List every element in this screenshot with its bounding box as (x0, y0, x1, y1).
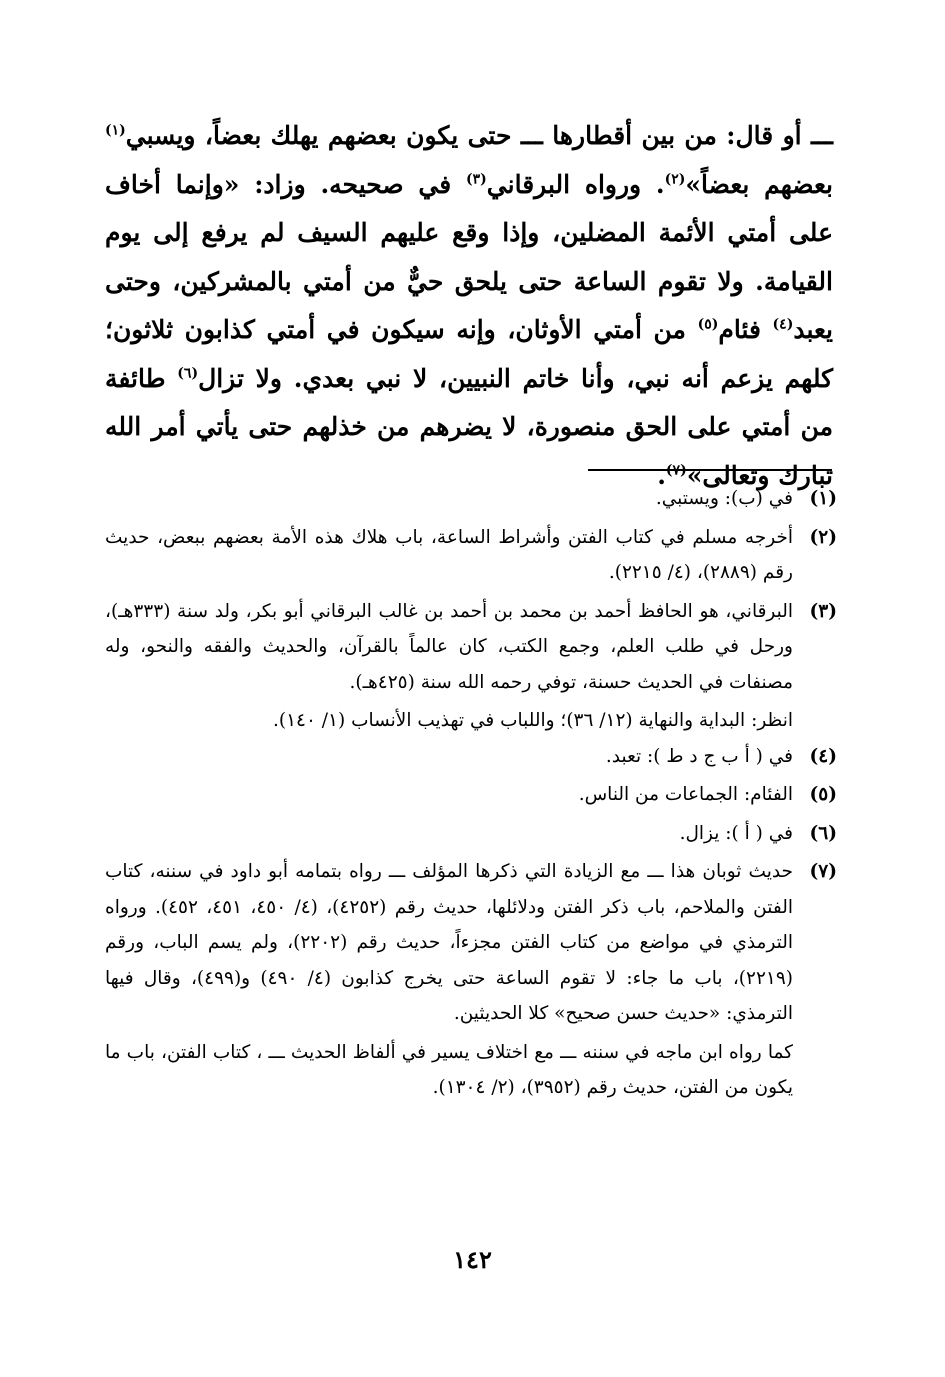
footnote-ref: (٧) (665, 462, 687, 479)
footnote-number: (٥) (809, 784, 837, 805)
footnote-5 (105, 777, 837, 813)
main-text-segment: ـــ أو قال: من بين أقطارها ـــ حتى يكون بعضهم يهلك بعضاً، ويسبي (125, 121, 833, 150)
footnote-number: (١) (809, 488, 837, 509)
main-text-segment: . ورواه البرقاني (486, 169, 665, 199)
footnote-7-continuation: كما رواه ابن ماجه في سننه ـــ مع اختلاف يسير في ألفاظ الحديث ـــ ، كتاب الفتن، باب ما يكون من الفتن، حديث رقم (٣٩٥٢)، (٢/ ١٣٠٤). (105, 1041, 793, 1098)
footnote-4 (105, 739, 837, 775)
main-text-segment: . (657, 460, 666, 490)
footnote-text: أخرجه مسلم في كتاب الفتن وأشراط الساعة، باب هلاك هذه الأمة بعضهم ببعض، حديث رقم (٢٨٨٩)، (٤/ ٢٢١٥). (105, 526, 793, 583)
footnote-ref: (٢) (664, 171, 686, 188)
footnote-text: في ( أ ): يزال. (679, 822, 793, 844)
footnote-separator (588, 469, 832, 471)
footnote-6 (105, 816, 837, 852)
footnote-number: (٣) (809, 600, 837, 622)
footnote-text: البرقاني، هو الحافظ أحمد بن محمد بن أحمد بن غالب البرقاني أبو بكر، ولد سنة (٣٣٣هـ)، ورحل في طلب العلم، وجمع الكتب، كان عالماً بالقرآن، والحديث والفقه والنحو، وله مصنفات في الحديث حسنة، توفي رحمه الله سنة (٤٢٥هـ). (105, 600, 793, 693)
main-text-segment: من أمتي الأوثان، وإنه سيكون في أمتي كذابون ثلاثون؛ كلهم يزعم أنه نبي، وأنا خاتم النبيين، لا نبي بعدي. ولا تزال (105, 315, 833, 393)
main-text (105, 112, 833, 500)
page-number: ١٤٢ (453, 1245, 492, 1274)
main-text-segment: طائفة من أمتي على الحق منصورة، لا يضرهم من خذلهم حتى يأتي أمر الله تبارك وتعالى» (105, 363, 833, 490)
footnote-ref: (٥) (697, 316, 719, 333)
footnote-1 (105, 481, 837, 517)
footnote-ref: (٣) (466, 171, 487, 188)
footnote-3 (105, 594, 837, 701)
footnote-3-continuation: انظر: البداية والنهاية (١٢/ ٣٦)؛ واللباب في تهذيب الأنساب (١/ ١٤٠). (273, 710, 793, 731)
footnote-number: (٤) (809, 745, 837, 767)
footnote-text: حديث ثوبان هذا ـــ مع الزيادة التي ذكرها المؤلف ـــ رواه بتمامه أبو داود في سننه، كتاب الفتن والملاحم، باب ذكر الفتن ودلائلها، حديث رقم (٤٢٥٢)، (٤/ ٤٥٠، ٤٥١، ٤٥٢). ورواه الترمذي في مواضع من كتاب الفتن مجزءاً، حديث رقم (٢٢٠٢)، ولم يسم الباب، ورقم (٢٢١٩)، باب ما جاء: لا تقوم الساعة حتى يخرج كذابون (٤/ ٤٩٠) و(٤٩٩)، وقال فيها الترمذي: «حديث حسن صحيح» كلا الحديثين. (105, 861, 794, 1024)
footnote-ref: (٤) (772, 316, 794, 333)
footnote-7 (105, 854, 837, 1032)
main-text-segment: في صحيحه. وزاد: «وإنما أخاف على أمتي الأئمة المضلين، وإذا وقع عليهم السيف لم يرفع إلى يوم القيامة. ولا تقوم الساعة حتى يلحق حيٌّ من أمتي بالمشركين، وحتى يعبد (105, 169, 834, 344)
footnote-ref: (١) (105, 122, 126, 139)
footnotes (105, 481, 837, 1106)
footnote-number: (٢) (809, 526, 837, 548)
footnote-text: الفئام: الجماعات من الناس. (578, 784, 793, 805)
main-paragraph (105, 112, 833, 500)
footnote-text: في (ب): ويستبي. (655, 488, 793, 509)
footnote-ref: (٦) (177, 365, 199, 382)
main-text-segment: بعضهم بعضاً» (685, 169, 833, 199)
footnote-text: في ( أ ب ج د ط ): تعبد. (605, 745, 793, 767)
footnote-number: (٦) (809, 822, 837, 844)
footnote-2 (105, 520, 837, 591)
main-text-segment: فئام (718, 315, 773, 344)
footnote-number: (٧) (809, 861, 837, 882)
